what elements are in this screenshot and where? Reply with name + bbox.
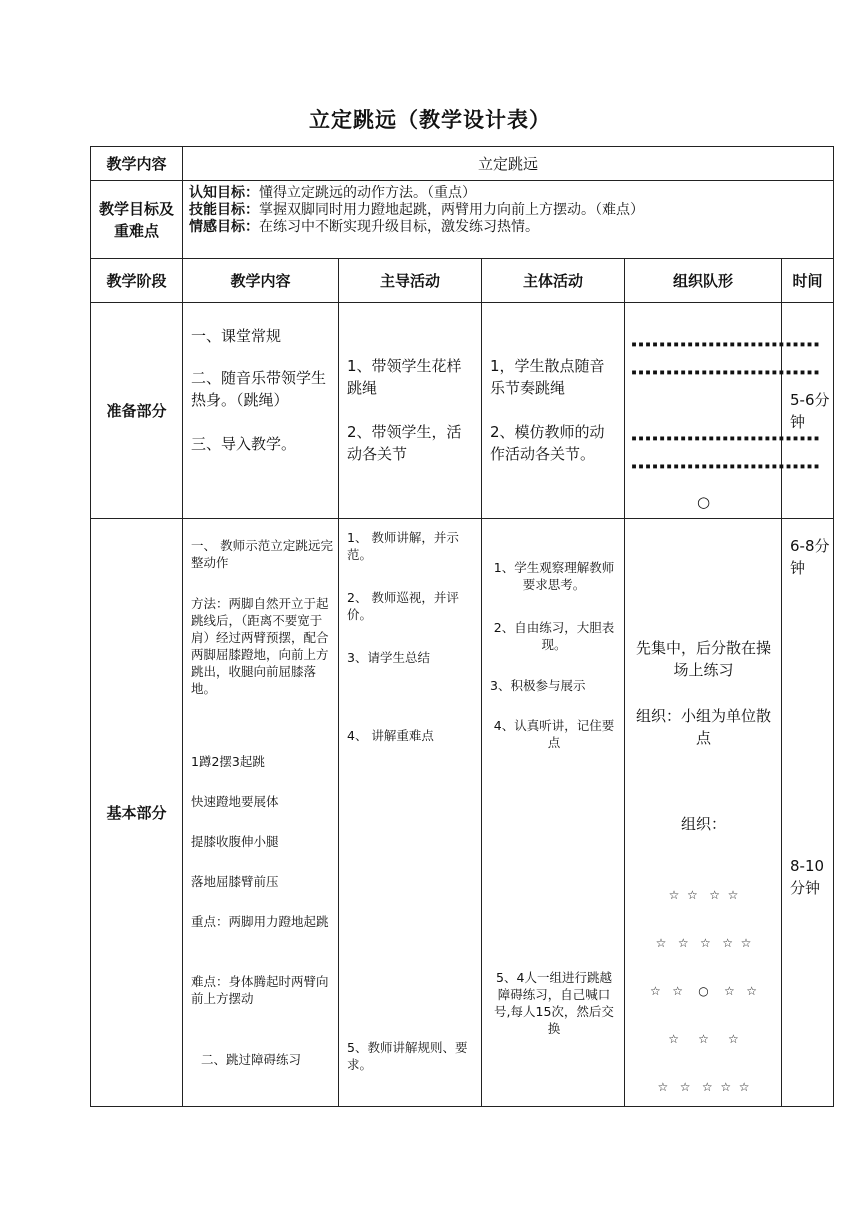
goal-emotional: 情感目标：在练习中不断实现升级目标，激发练习热情。 <box>189 219 539 235</box>
basic-row <box>91 519 834 1107</box>
basic-content-obstacle: 二、跳过障碍练习 <box>201 1052 302 1067</box>
formation-text-2: 组织：小组为单位散点 <box>635 707 771 747</box>
basic-content-6: 落地屈膝臂前压 <box>191 874 279 889</box>
basic-lead-5: 5、教师讲解规则、要求。 <box>347 1040 468 1072</box>
basic-lead-1: 1、 教师讲解，并示范。 <box>347 530 459 562</box>
basic-time-2: 8-10分钟 <box>790 857 825 897</box>
basic-content-1: 一、 教师示范立定跳远完整动作 <box>191 538 333 570</box>
col-student: 主体活动 <box>482 259 625 303</box>
star-row-5: ☆ ☆ ☆ ☆ ☆ <box>657 1080 750 1094</box>
prep-content <box>183 303 339 519</box>
content-label: 教学内容 <box>91 147 183 181</box>
star-row-3: ☆ ☆ ○ ☆ ☆ <box>650 984 757 998</box>
basic-content-3: 1蹲2摆3起跳 <box>191 754 265 769</box>
prep-time <box>782 303 834 519</box>
basic-lead-4: 4、 讲解重难点 <box>347 728 434 743</box>
basic-content <box>183 519 339 1107</box>
basic-student-3: 3、积极参与展示 <box>490 678 586 693</box>
star-row-4: ☆ ☆ ☆ <box>668 1032 739 1046</box>
basic-formation <box>625 519 782 1107</box>
content-value: 立定跳远 <box>183 147 834 181</box>
basic-stage: 基本部分 <box>91 519 183 1107</box>
formation-row-1: ▪▪▪▪▪▪▪▪▪▪▪▪▪▪▪▪▪▪▪▪▪▪▪▪▪▪▪ <box>631 339 821 350</box>
prep-lead <box>339 303 482 519</box>
teacher-circle-icon: ○ <box>696 493 711 511</box>
formation-row-2: ▪▪▪▪▪▪▪▪▪▪▪▪▪▪▪▪▪▪▪▪▪▪▪▪▪▪▪ <box>631 367 821 378</box>
prep-content-2: 二、随音乐带领学生热身。（跳绳） <box>191 369 327 409</box>
goals-label: 教学目标及重难点 <box>91 181 183 259</box>
prep-student-2: 2、模仿教师的动作活动各关节。 <box>490 423 605 463</box>
col-stage: 教学阶段 <box>91 259 183 303</box>
col-time: 时间 <box>782 259 834 303</box>
prep-student-1: 1，学生散点随音乐节奏跳绳 <box>490 357 605 397</box>
col-lead: 主导活动 <box>339 259 482 303</box>
col-formation: 组织队形 <box>625 259 782 303</box>
goal-cognitive: 认知目标：懂得立定跳远的动作方法。（重点） <box>189 185 476 201</box>
formation-text-3: 组织： <box>680 815 726 833</box>
column-header-row <box>91 259 834 303</box>
basic-time-1: 6-8分钟 <box>790 537 830 577</box>
prep-lead-1: 1、带领学生花样跳绳 <box>347 357 462 397</box>
basic-lead-3: 3、请学生总结 <box>347 650 430 665</box>
star-row-1: ☆ ☆ ☆ ☆ <box>668 888 739 902</box>
content-row <box>91 147 834 181</box>
basic-lead-2: 2、 教师巡视，并评价。 <box>347 590 459 622</box>
formation-text-1: 先集中，后分散在操场上练习 <box>635 639 771 679</box>
prep-time-value: 5-6分钟 <box>790 391 830 431</box>
basic-content-2: 方法：两脚自然开立于起跳线后，（距离不要宽于肩）经过两臂预摆，配合两脚屈膝蹬地，向前上方跳出，收腿向前屈膝落地。 <box>191 596 329 696</box>
basic-student-2: 2、自由练习，大胆表现。 <box>493 620 615 652</box>
prep-student <box>482 303 625 519</box>
lesson-plan-table <box>90 146 834 1107</box>
prep-content-3: 三、导入教学。 <box>191 435 297 453</box>
formation-row-4: ▪▪▪▪▪▪▪▪▪▪▪▪▪▪▪▪▪▪▪▪▪▪▪▪▪▪▪ <box>631 461 821 472</box>
basic-student-5: 5、4人一组进行跳越障碍练习，自己喊口号,每人15次，然后交换 <box>494 970 614 1036</box>
prep-content-1: 一、课堂常规 <box>191 327 282 345</box>
basic-lead <box>339 519 482 1107</box>
star-formation-diagram <box>625 855 782 1127</box>
formation-row-3: ▪▪▪▪▪▪▪▪▪▪▪▪▪▪▪▪▪▪▪▪▪▪▪▪▪▪▪ <box>631 433 821 444</box>
col-content: 教学内容 <box>183 259 339 303</box>
prep-stage: 准备部分 <box>91 303 183 519</box>
document-title: 立定跳远（教学设计表） <box>309 108 551 132</box>
basic-difficult-point: 难点：身体腾起时两臂向前上方摆动 <box>191 974 329 1006</box>
basic-time <box>782 519 834 1107</box>
basic-student <box>482 519 625 1107</box>
prep-lead-2: 2、带领学生，活动各关节 <box>347 423 462 463</box>
star-row-2: ☆ ☆ ☆ ☆ ☆ <box>655 936 752 950</box>
basic-content-4: 快速蹬地要展体 <box>191 794 279 809</box>
prep-row <box>91 303 834 519</box>
goals-cell <box>183 181 834 259</box>
goal-skill: 技能目标：掌握双脚同时用力蹬地起跳，两臂用力向前上方摆动。（难点） <box>189 202 644 218</box>
goals-row <box>91 181 834 259</box>
basic-key-point: 重点：两脚用力蹬地起跳 <box>191 914 329 929</box>
basic-student-4: 4、认真听讲，记住要点 <box>493 718 615 750</box>
basic-student-1: 1、学生观察理解教师要求思考。 <box>493 560 615 592</box>
basic-content-5: 提膝收腹伸小腿 <box>191 834 279 849</box>
